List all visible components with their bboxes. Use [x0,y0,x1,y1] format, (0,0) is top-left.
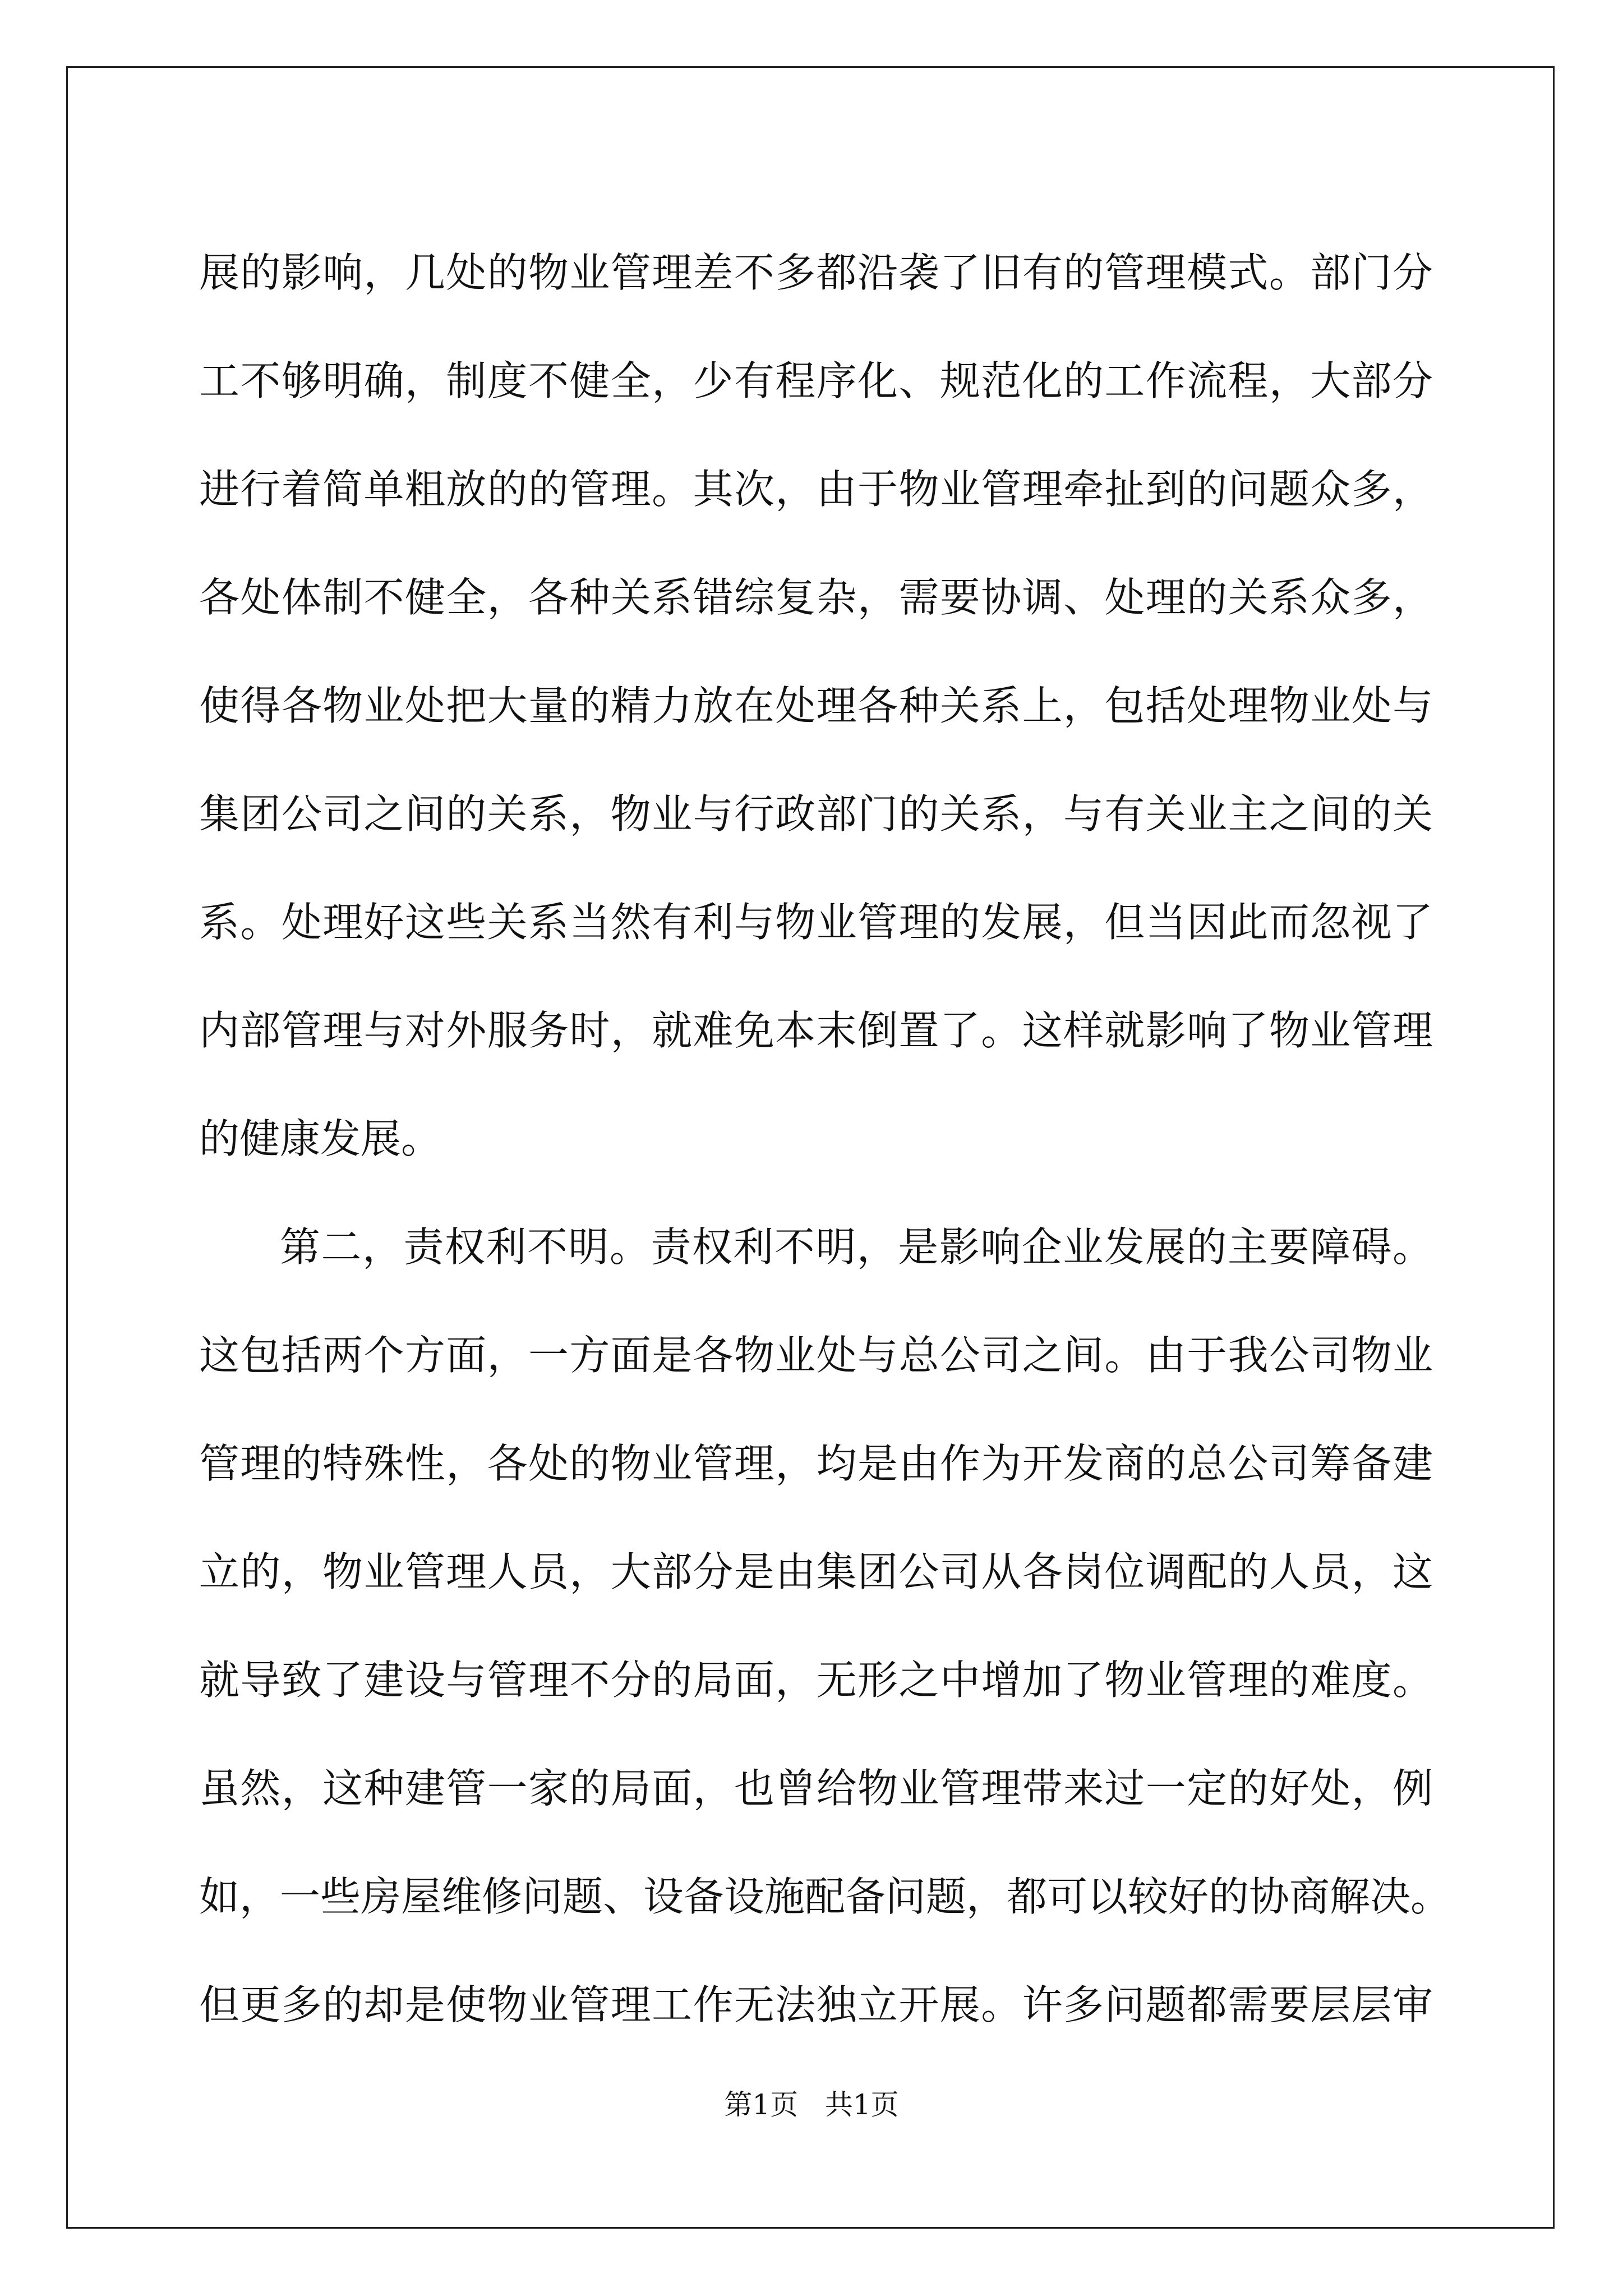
text-line: 的健康发展。 [199,1115,442,1162]
text-line: 立的，物业管理人员，大部分是由集团公司从各岗位调配的人员，这 [199,1548,1433,1595]
page-footer [0,2088,1623,2122]
paragraph-start-line: 第二，责权利不明。责权利不明，是影响企业发展的主要障碍。 [280,1223,1433,1271]
text-line: 使得各物业处把大量的精力放在处理各种关系上，包括处理物业处与 [199,682,1433,729]
text-line: 各处体制不健全，各种关系错综复杂，需要协调、处理的关系众多， [199,574,1433,621]
text-line: 系。处理好这些关系当然有利与物业管理的发展，但当因此而忽视了 [199,899,1433,946]
text-line: 但更多的却是使物业管理工作无法独立开展。许多问题都需要层层审 [199,1981,1433,2028]
page-number: 第1页 [724,2088,799,2121]
page-total: 共1页 [824,2088,899,2121]
text-line: 进行着简单粗放的的管理。其次，由于物业管理牵扯到的问题众多， [199,466,1433,513]
text-line: 这包括两个方面，一方面是各物业处与总公司之间。由于我公司物业 [199,1332,1433,1379]
document-body [199,219,1451,2059]
text-line: 管理的特殊性，各处的物业管理，均是由作为开发商的总公司筹备建 [199,1440,1433,1487]
text-line: 就导致了建设与管理不分的局面，无形之中增加了物业管理的难度。 [199,1657,1433,1704]
text-line: 如，一些房屋维修问题、设备设施配备问题，都可以较好的协商解决。 [199,1873,1451,1920]
text-line: 内部管理与对外服务时，就难免本末倒置了。这样就影响了物业管理 [199,1007,1433,1054]
text-line: 展的影响，几处的物业管理差不多都沿袭了旧有的管理模式。部门分 [199,249,1433,296]
text-line: 集团公司之间的关系，物业与行政部门的关系，与有关业主之间的关 [199,790,1433,838]
text-line: 工不够明确，制度不健全，少有程序化、规范化的工作流程，大部分 [199,357,1433,404]
text-line: 虽然，这种建管一家的局面，也曾给物业管理带来过一定的好处，例 [199,1765,1433,1812]
